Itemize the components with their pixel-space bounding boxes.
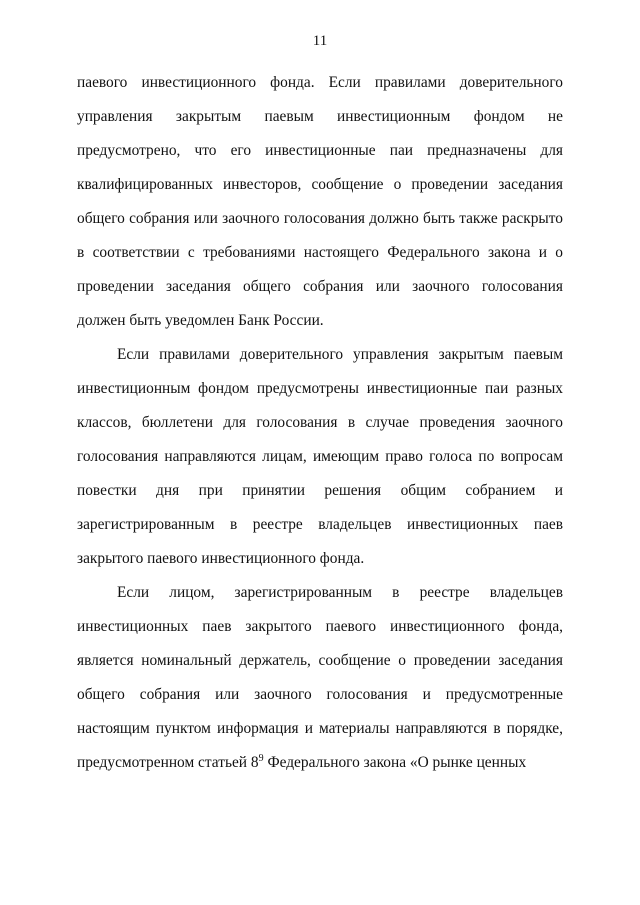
page-number: 11 bbox=[312, 33, 328, 49]
paragraph-1: паевого инвестиционного фонда. Если правилами доверительного управления закрытым паевым инвестиционным фондом не предусмотрено, что его инвестиционные паи предназначены для квалифицированных инвесторов, сообщение о проведении заседания общего собрания или заочного голосования должно быть также раскрыто в соответствии с требованиями настоящего Федерального закона и о проведении заседания общего собрания или заочного голосования должен быть уведомлен Банк России. bbox=[77, 74, 563, 329]
paragraph-3 bbox=[77, 576, 563, 780]
document-body bbox=[77, 66, 563, 780]
article-superscript: 9 bbox=[258, 752, 264, 764]
paragraph-3-continuation: Федерального закона «О рынке ценных bbox=[263, 754, 527, 771]
paragraph-3-text: Если лицом, зарегистрированным в реестре владельцев инвестиционных паев закрытого паевого инвестиционного фонда, является номинальный держатель, сообщение о проведении заседания общего собрания или заочного голосования и предусмотренные настоящим пунктом информация и материалы направляются в порядке, предусмотренном статьей 8 bbox=[77, 584, 563, 771]
paragraph-2: Если правилами доверительного управления закрытым паевым инвестиционным фондом предусмотрены инвестиционные паи разных классов, бюллетени для голосования в случае проведения заочного голосования направляются лицам, имеющим право голоса по вопросам повестки дня при принятии решения общим собранием и зарегистрированным в реестре владельцев инвестиционных паев закрытого паевого инвестиционного фонда. bbox=[77, 346, 563, 567]
